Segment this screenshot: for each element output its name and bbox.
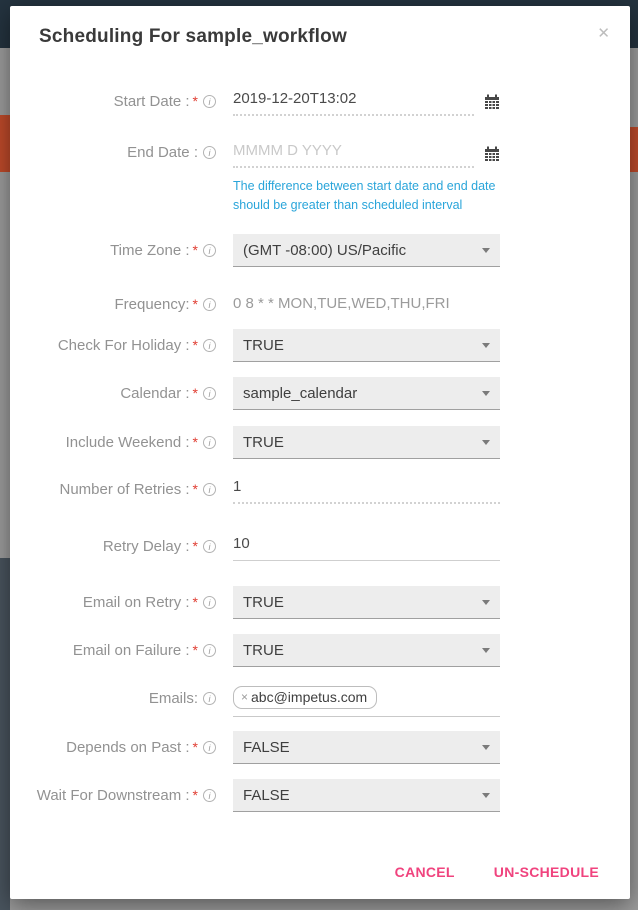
selected-value: TRUE xyxy=(243,593,284,611)
info-icon[interactable]: i xyxy=(203,483,216,496)
info-icon[interactable]: i xyxy=(203,146,216,159)
label-text: Check For Holiday : xyxy=(57,337,190,354)
email-on-failure-select[interactable] xyxy=(233,634,500,667)
background-accent-right xyxy=(630,127,638,172)
field-row-check-for-holiday xyxy=(10,329,630,362)
email-chip-text: abc@impetus.com xyxy=(251,689,368,705)
start-date-input[interactable] xyxy=(233,86,474,116)
field-row-emails xyxy=(10,686,630,717)
background-panel-left xyxy=(0,558,10,910)
chevron-down-icon xyxy=(482,248,490,253)
label-text: Retry Delay : xyxy=(102,538,190,555)
selected-value: TRUE xyxy=(243,433,284,451)
label-text: Frequency: xyxy=(114,296,190,313)
info-icon[interactable]: i xyxy=(203,95,216,108)
label-text: Emails: xyxy=(148,690,198,707)
field-row-depends-on-past xyxy=(10,731,630,764)
label-text: Email on Failure : xyxy=(72,642,190,659)
calendar-select[interactable] xyxy=(233,377,500,410)
selected-value: TRUE xyxy=(243,641,284,659)
email-on-failure-label xyxy=(10,634,216,667)
label-text: Email on Retry : xyxy=(82,594,190,611)
required-asterisk: * xyxy=(192,434,198,450)
time-zone-label xyxy=(10,234,216,267)
field-row-email-on-failure xyxy=(10,634,630,667)
info-icon[interactable]: i xyxy=(203,339,216,352)
frequency-value: 0 8 * * MON,TUE,WED,THU,FRI xyxy=(233,295,450,312)
required-asterisk: * xyxy=(192,787,198,803)
required-asterisk: * xyxy=(192,538,198,554)
info-icon[interactable]: i xyxy=(203,298,216,311)
field-row-wait-for-downstream xyxy=(10,779,630,812)
label-text: Include Weekend : xyxy=(65,434,190,451)
number-of-retries-label xyxy=(10,474,216,505)
chevron-down-icon xyxy=(482,648,490,653)
depends-on-past-label xyxy=(10,731,216,764)
end-date-helper-text: The difference between start date and end date should be greater than scheduled interval xyxy=(233,179,496,212)
field-row-end-date xyxy=(10,138,630,215)
info-icon[interactable]: i xyxy=(203,644,216,657)
retry-delay-input[interactable] xyxy=(233,531,500,561)
selected-value: (GMT -08:00) US/Pacific xyxy=(243,241,407,259)
info-icon[interactable]: i xyxy=(203,540,216,553)
include-weekend-select[interactable] xyxy=(233,426,500,459)
number-of-retries-input[interactable] xyxy=(233,474,500,504)
wait-for-downstream-select[interactable] xyxy=(233,779,500,812)
start-date-label xyxy=(10,86,216,117)
close-icon[interactable]: ✕ xyxy=(597,25,610,42)
end-date-label xyxy=(10,138,216,168)
selected-value: FALSE xyxy=(243,738,290,756)
chevron-down-icon xyxy=(482,391,490,396)
info-icon[interactable]: i xyxy=(203,387,216,400)
unschedule-button[interactable]: UN-SCHEDULE xyxy=(493,864,599,880)
emails-label xyxy=(10,686,216,712)
calendar-icon[interactable] xyxy=(484,146,500,168)
end-date-input[interactable] xyxy=(233,138,474,168)
field-row-start-date xyxy=(10,86,630,117)
chevron-down-icon xyxy=(482,440,490,445)
info-icon[interactable]: i xyxy=(203,244,216,257)
emails-input[interactable] xyxy=(233,686,500,717)
label-text: End Date : xyxy=(127,144,198,161)
field-row-frequency xyxy=(10,294,630,315)
required-asterisk: * xyxy=(192,296,198,312)
check-for-holiday-select[interactable] xyxy=(233,329,500,362)
calendar-icon[interactable] xyxy=(484,94,500,116)
dialog-footer xyxy=(395,864,599,880)
field-row-calendar xyxy=(10,377,630,410)
required-asterisk: * xyxy=(192,481,198,497)
info-icon[interactable]: i xyxy=(203,789,216,802)
check-for-holiday-label xyxy=(10,329,216,362)
email-on-retry-select[interactable] xyxy=(233,586,500,619)
frequency-label xyxy=(10,294,216,315)
remove-chip-icon[interactable]: × xyxy=(241,690,249,704)
info-icon[interactable]: i xyxy=(203,741,216,754)
field-row-retry-delay xyxy=(10,531,630,562)
required-asterisk: * xyxy=(192,594,198,610)
time-zone-select[interactable] xyxy=(233,234,500,267)
label-text: Number of Retries : xyxy=(59,481,190,498)
wait-for-downstream-label xyxy=(10,779,216,812)
required-asterisk: * xyxy=(192,739,198,755)
calendar-label xyxy=(10,377,216,410)
retry-delay-label xyxy=(10,531,216,562)
required-asterisk: * xyxy=(192,242,198,258)
label-text: Calendar : xyxy=(120,385,190,402)
field-row-email-on-retry xyxy=(10,586,630,619)
email-on-retry-label xyxy=(10,586,216,619)
chevron-down-icon xyxy=(482,600,490,605)
field-row-time-zone xyxy=(10,234,630,267)
field-row-number-of-retries xyxy=(10,474,630,505)
label-text: Time Zone : xyxy=(110,242,190,259)
cancel-button[interactable]: CANCEL xyxy=(394,864,455,880)
field-row-include-weekend xyxy=(10,426,630,459)
scheduling-dialog xyxy=(10,6,630,899)
background-accent-left xyxy=(0,115,10,172)
info-icon[interactable]: i xyxy=(203,596,216,609)
info-icon[interactable]: i xyxy=(203,436,216,449)
selected-value: sample_calendar xyxy=(243,384,358,402)
label-text: Wait For Downstream : xyxy=(36,787,190,804)
required-asterisk: * xyxy=(192,337,198,353)
label-text: Start Date : xyxy=(113,93,190,110)
chevron-down-icon xyxy=(482,793,490,798)
required-asterisk: * xyxy=(192,642,198,658)
depends-on-past-select[interactable] xyxy=(233,731,500,764)
email-chip xyxy=(233,686,377,709)
label-text: Depends on Past : xyxy=(66,739,190,756)
required-asterisk: * xyxy=(192,385,198,401)
required-asterisk: * xyxy=(192,93,198,109)
selected-value: FALSE xyxy=(243,786,290,804)
include-weekend-label xyxy=(10,426,216,459)
dialog-title: Scheduling For sample_workflow xyxy=(39,26,347,47)
chevron-down-icon xyxy=(482,343,490,348)
info-icon[interactable]: i xyxy=(203,692,216,705)
selected-value: TRUE xyxy=(243,336,284,354)
chevron-down-icon xyxy=(482,745,490,750)
